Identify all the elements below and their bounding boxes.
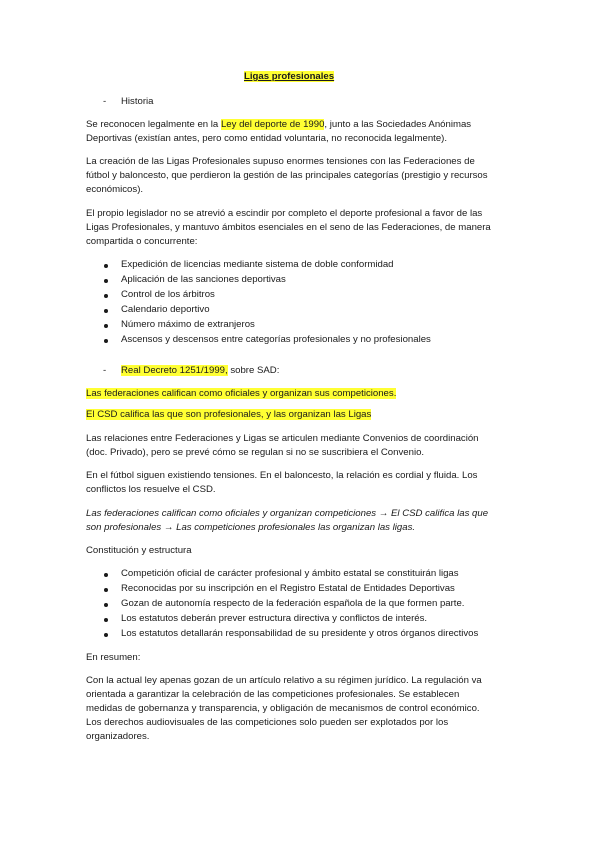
- federaciones-highlight-line: [86, 387, 396, 401]
- real-decreto-rest: sobre SAD:: [227, 365, 280, 376]
- list2-item-4: Los estatutos deberán prever estructura directiva y conflictos de interés.: [121, 613, 428, 624]
- bullet: [104, 603, 108, 607]
- p2-line-3: económicos).: [86, 184, 144, 195]
- rd-dash: -: [103, 365, 107, 376]
- csd-highlight-line: [86, 408, 371, 422]
- p5-line-2: conflictos los resuelve el CSD.: [86, 484, 216, 495]
- list2-item-2: Reconocidas por su inscripción en el Registro Estatal de Entidades Deportivas: [121, 583, 455, 594]
- ley-deporte-highlight: Ley del deporte de 1990: [220, 119, 325, 130]
- p6-line-1: Las federaciones califican como oficiales y organizan competiciones → El CSD califica las que: [86, 508, 489, 519]
- list2-item-3: Gozan de autonomía respecto de la federación española de la que formen parte.: [121, 598, 465, 609]
- p7-line-5: organizadores.: [86, 731, 150, 742]
- title-highlight: Ligas profesionales: [244, 71, 335, 82]
- list1-item-6: Ascensos y descensos entre categorías profesionales y no profesionales: [121, 334, 431, 345]
- resumen-heading: En resumen:: [86, 652, 141, 663]
- list2-item-1: Competición oficial de carácter profesional y ámbito estatal se constituirán ligas: [121, 568, 459, 579]
- bullet: [104, 588, 108, 592]
- p5-line-1: En el fútbol siguen existiendo tensiones. En el baloncesto, la relación es cordial y fluida. Los: [86, 470, 478, 481]
- p1-line-2: Deportivas (existían antes, pero como entidad voluntaria, no reconocida legalmente).: [86, 133, 448, 144]
- bullet: [104, 264, 108, 268]
- p3-line-3: compartida o concurrente:: [86, 236, 198, 247]
- p7-line-3: medidas de gobernanza y transparencia, y obligación de mecanismos de control económico.: [86, 703, 480, 714]
- p7-line-1: Con la actual ley apenas gozan de un artículo relativo a su régimen jurídico. La regulación va: [86, 675, 482, 686]
- p1-line-1: [86, 118, 471, 132]
- real-decreto-line: [121, 364, 279, 378]
- bullet: [104, 573, 108, 577]
- list1-item-3: Control de los árbitros: [121, 289, 215, 300]
- p3-line-2: Ligas Profesionales, y mantuvo ámbitos esenciales en el seno de las Federaciones, de manera: [86, 222, 491, 233]
- list1-item-4: Calendario deportivo: [121, 304, 210, 315]
- list1-item-1: Expedición de licencias mediante sistema de doble conformidad: [121, 259, 394, 270]
- p1-text-b: , junto a las Sociedades Anónimas: [324, 119, 472, 130]
- p2-line-1: La creación de las Ligas Profesionales supuso enormes tensiones con las Federaciones de: [86, 156, 475, 167]
- p4-line-1: Las relaciones entre Federaciones y Ligas se articulen mediante Convenios de coordinación: [86, 433, 479, 444]
- p7-line-4: Los derechos audiovisuales de las competiciones solo pueden ser explotados por los: [86, 717, 449, 728]
- bullet: [104, 633, 108, 637]
- bullet: [104, 618, 108, 622]
- p6-line-2: son profesionales → Las competiciones profesionales las organizan las ligas.: [86, 522, 416, 533]
- p4-line-2: (doc. Privado), pero se prevé cómo se regulan si no se suscribiera el Convenio.: [86, 447, 425, 458]
- historia-heading: Historia: [121, 96, 154, 107]
- p2-line-2: fútbol y baloncesto, que perdieron la gestión de las principales categorías (prestigio y recursos: [86, 170, 488, 181]
- bullet: [104, 294, 108, 298]
- list1-item-5: Número máximo de extranjeros: [121, 319, 255, 330]
- bullet: [104, 339, 108, 343]
- csd-highlight: El CSD califica las que son profesionales, y las organizan las Ligas: [86, 409, 372, 420]
- p7-line-2: orientada a garantizar la celebración de las competiciones profesionales. Se establecen: [86, 689, 460, 700]
- bullet: [104, 324, 108, 328]
- p1-text-a: Se reconocen legalmente en la: [86, 119, 221, 130]
- constitucion-heading: Constitución y estructura: [86, 545, 192, 556]
- page-title: [244, 70, 334, 84]
- bullet: [104, 309, 108, 313]
- p3-line-1: El propio legislador no se atrevió a escindir por completo el deporte profesional a favor de las: [86, 208, 483, 219]
- bullet: [104, 279, 108, 283]
- historia-dash: -: [103, 96, 107, 107]
- list2-item-5: Los estatutos detallarán responsabilidad de su presidente y otros órganos directivos: [121, 628, 479, 639]
- federaciones-highlight: Las federaciones califican como oficiales y organizan sus competiciones.: [86, 388, 397, 399]
- real-decreto-highlight: Real Decreto 1251/1999,: [121, 365, 228, 376]
- list1-item-2: Aplicación de las sanciones deportivas: [121, 274, 286, 285]
